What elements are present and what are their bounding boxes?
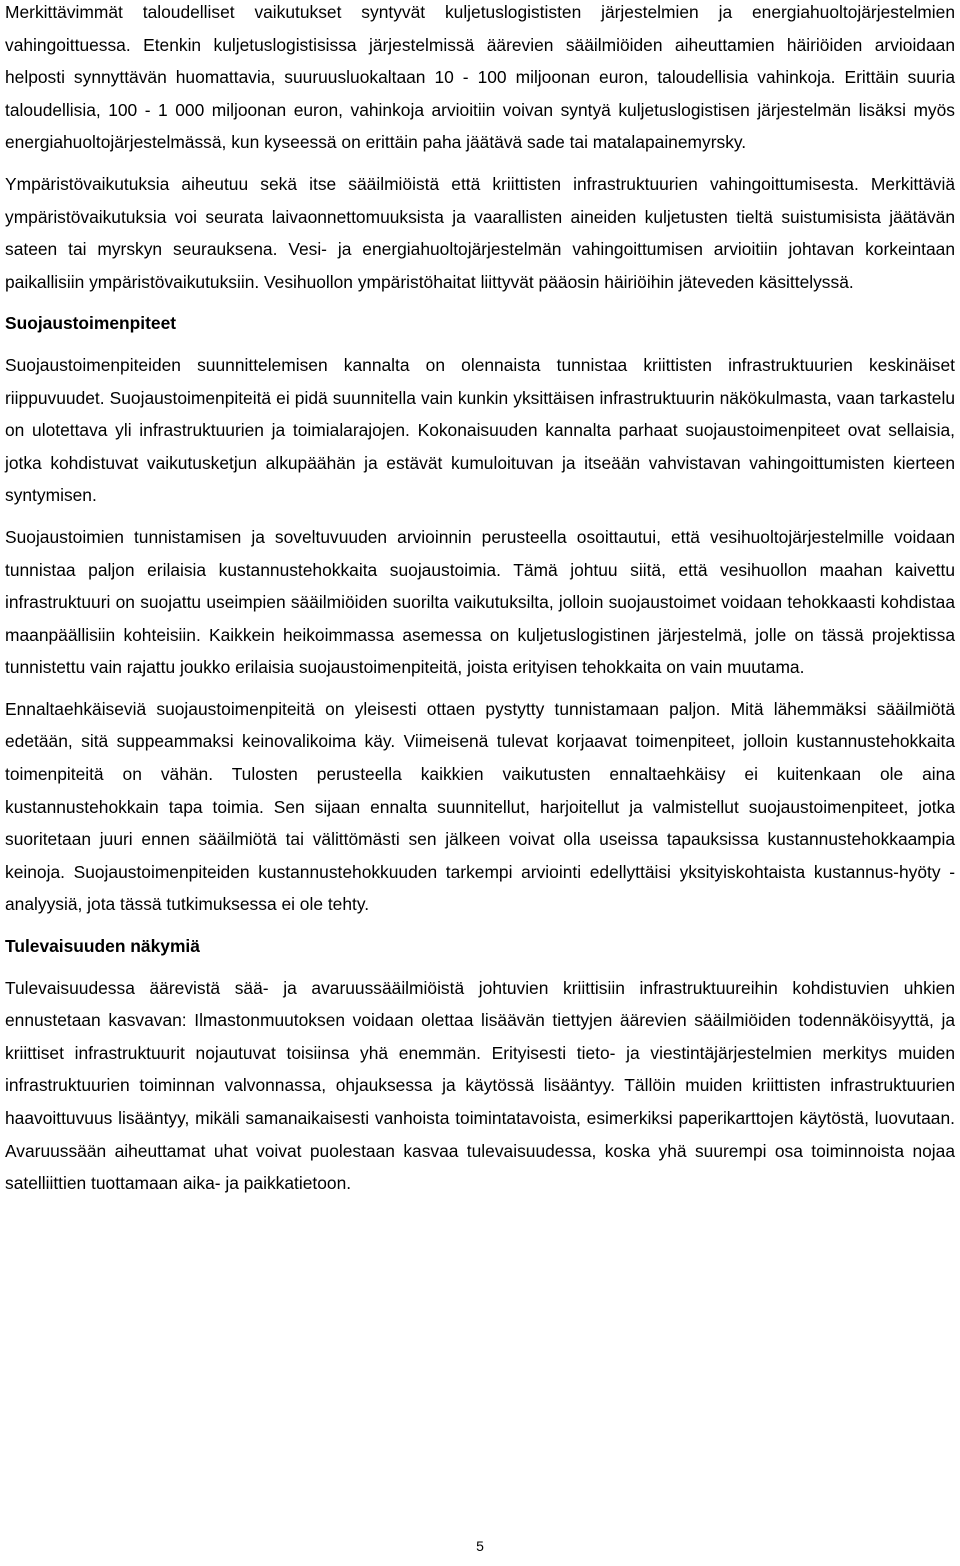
paragraph-environmental-impacts: Ympäristövaikutuksia aiheutuu sekä itse sääilmiöistä että kriittisten infrastruktuurien vahingoittumisesta. Merkittäviä ympäristövaikutuksia voi seurata laivaonnettomuuksista ja vaarallisten aineiden kuljetusten tieltä suistumisista jäätävän sateen tai myrskyn seurauksena. Vesi- ja energiahuoltojärjestelmän vahingoittumisen arvioitiin johtavan korkeintaan paikallisiin ympäristövaikutuksiin. Vesihuollon ympäristöhaitat liittyvät pääosin häiriöihin jäteveden käsittelyssä. xyxy=(5,173,955,292)
section-heading-future-outlook: Tulevaisuuden näkymiä xyxy=(5,936,200,957)
paragraph-preventive-measures: Ennaltaehkäiseviä suojaustoimenpiteitä on yleisesti ottaen pystytty tunnistamaan paljon. Mitä lähemmäksi sääilmiötä edetään, sitä suppeammaksi keinovalikoima käy. Viimeisenä tulevat korjaavat toimenpiteet, jolloin kustannustehokkaita toimenpiteitä on vähän. Tulosten perusteella kaikkien vaikutusten ennaltaehkäisy ei kuitenkaan ole aina kustannustehokkain tapa toimia. Sen sijaan ennalta suunnitellut, harjoitellut ja valmistellut suojaustoimenpiteet, jotka suoritetaan juuri ennen sääilmiötä tai välittömästi sen jälkeen voivat olla useissa tapauksissa kustannustehokkaampia keinoja. Suojaustoimenpiteiden kustannustehokkuuden tarkempi arviointi edellyttäisi yksityiskohtaista kustannus-hyöty -analyysiä, jota tässä tutkimuksessa ei ole tehty. xyxy=(5,698,955,915)
section-heading-protective-measures: Suojaustoimenpiteet xyxy=(5,313,177,334)
page-number: 5 xyxy=(476,1538,484,1554)
paragraph-future-threats: Tulevaisuudessa äärevistä sää- ja avaruussääilmiöistä johtuvien kriittisiin infrastruktuureihin kohdistuvien uhkien ennustetaan kasvavan: Ilmastonmuutoksen voidaan olettaa lisäävän tiettyjen äärevien sääilmiöiden todennäköisyyttä, ja kriittiset infrastruktuurit nojautuvat toisiinsa yhä enemmän. Erityisesti tieto- ja viestintäjärjestelmien merkitys muiden infrastruktuurien toiminnan valvonnassa, ohjauksessa ja käytössä lisääntyy. Tällöin muiden kriittisten infrastruktuurien haavoittuvuus lisääntyy, mikäli samanaikaisesti vanhoista toimintatavoista, esimerkiksi paperikarttojen käytöstä, luovutaan. Avaruussään aiheuttamat uhat voivat puolestaan kasvaa tulevaisuudessa, koska yhä suurempi osa toiminnoista nojaa satelliittien tuottamaan aika- ja paikkatietoon. xyxy=(5,977,955,1194)
paragraph-water-supply-measures: Suojaustoimien tunnistamisen ja soveltuvuuden arvioinnin perusteella osoittautui, että vesihuoltojärjestelmille voidaan tunnistaa paljon erilaisia kustannustehokkaita suojaustoimia. Tämä johtuu siitä, että vesihuollon maahan kaivettu infrastruktuuri on suojattu useimpien sääilmiöiden suorilta vaikutuksilta, jolloin suojaustoimet voidaan tehokkaasti kohdistaa maanpäällisiin kohteisiin. Kaikkein heikoimmassa asemessa on kuljetuslogistinen järjestelmä, jolle on tässä projektissa tunnistettu vain rajattu joukko erilaisia suojaustoimenpiteitä, joista erityisen tehokkaita on vain muutama. xyxy=(5,526,955,678)
paragraph-economic-impacts: Merkittävimmät taloudelliset vaikutukset syntyvät kuljetuslogististen järjestelmien ja energiahuoltojärjestelmien vahingoittuessa. Etenkin kuljetuslogistisissa järjestelmissä äärevien sääilmiöiden aiheuttamien häiriöiden arvioidaan helposti synnyttävän huomattavia, suuruusluokaltaan 10 - 100 miljoonan euron, taloudellisia vahinkoja. Erittäin suuria taloudellisia, 100 - 1 000 miljoonan euron, vahinkoja arvioitiin voivan syntyä kuljetuslogistisen järjestelmän lisäksi myös energiahuoltojärjestelmässä, kun kyseessä on erittäin paha jäätävä sade tai matalapainemyrsky. xyxy=(5,2,955,153)
page-content xyxy=(5,0,955,1200)
paragraph-interdependencies: Suojaustoimenpiteiden suunnittelemisen kannalta on olennaista tunnistaa kriittisten infrastruktuurien keskinäiset riippuvuudet. Suojaustoimenpiteitä ei pidä suunnitella vain kunkin yksittäisen infrastruktuurin näkökulmasta, vaan tarkastelu on ulotettava yli infrastruktuurien ja toimialarajojen. Kokonaisuuden kannalta parhaat suojaustoimenpiteet ovat sellaisia, jotka kohdistuvat vaikutusketjun alkupäähän ja estävät kumuloituvan ja itseään vahvistavan vahingoittumisten kierteen syntymisen. xyxy=(5,354,955,506)
